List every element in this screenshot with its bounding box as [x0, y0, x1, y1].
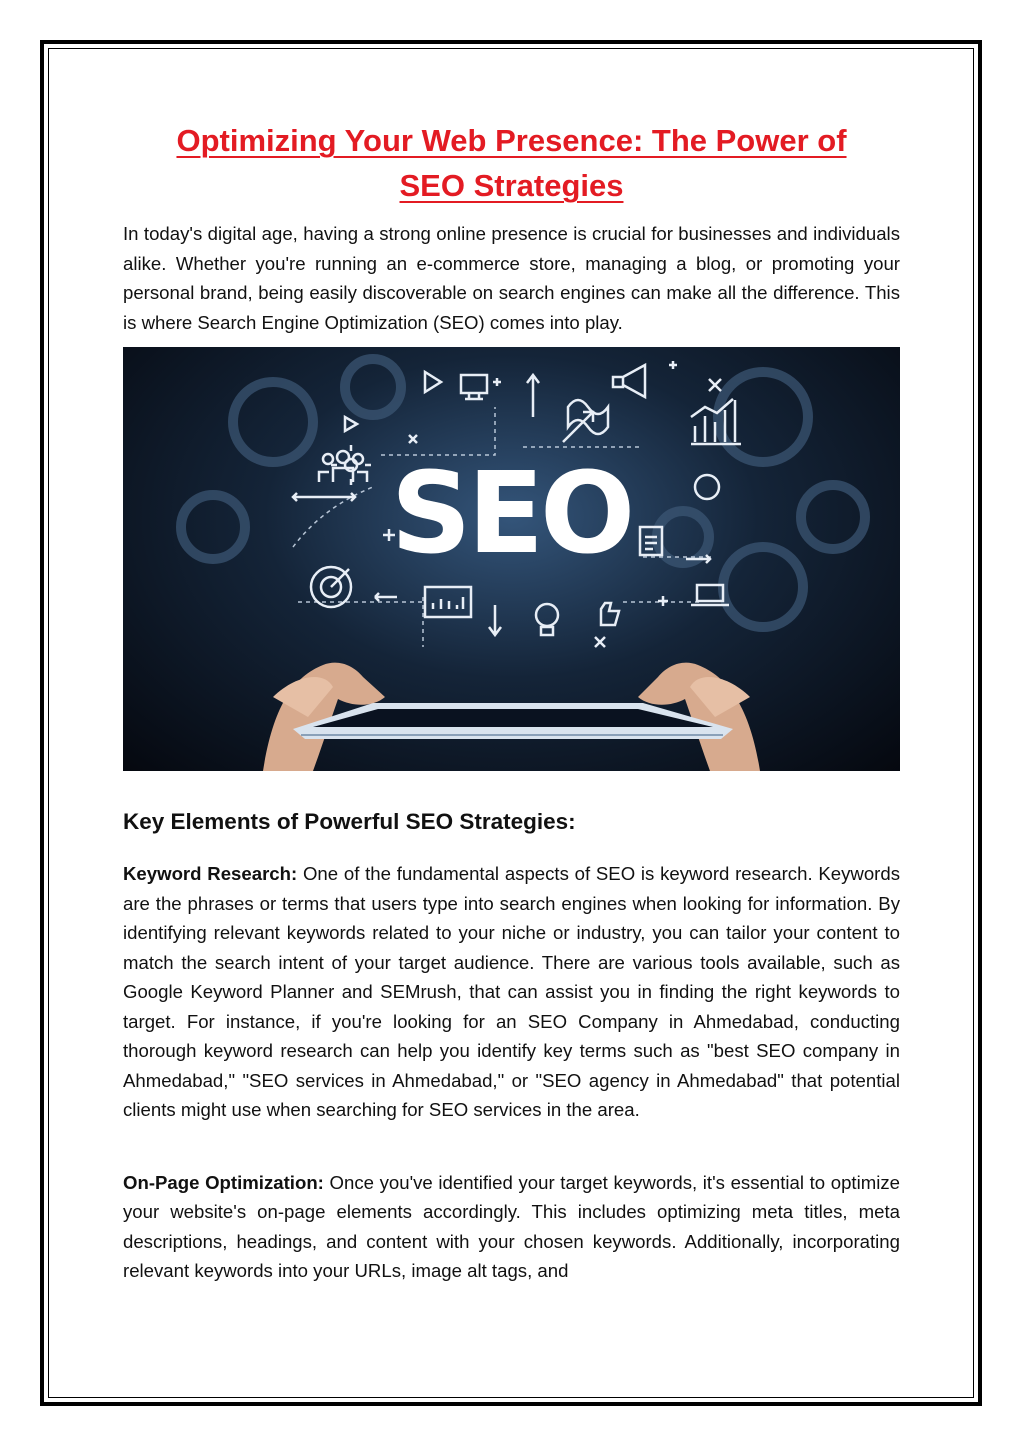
monitor-icon — [461, 375, 487, 393]
paragraph-spacer — [123, 1125, 900, 1168]
lightbulb-icon — [536, 604, 558, 626]
left-arrow-icon — [375, 593, 397, 601]
play-icon — [345, 417, 357, 431]
document-title: Optimizing Your Web Presence: The Power of SEO Strategies — [176, 123, 847, 203]
paragraph-lead: On-Page Optimization: — [123, 1171, 324, 1193]
paragraph-lead: Keyword Research: — [123, 863, 298, 884]
megaphone-icon — [613, 365, 645, 397]
down-arrow-icon — [489, 605, 501, 635]
double-arrow-icon — [293, 493, 355, 501]
close-icon — [709, 379, 721, 391]
close-icon — [595, 637, 605, 647]
close-icon — [409, 435, 417, 443]
document-content — [123, 118, 900, 1286]
team-icon — [337, 451, 349, 463]
search-icon — [695, 475, 719, 499]
paragraph-keyword-research — [123, 859, 900, 1125]
paragraph-on-page-optimization — [123, 1168, 900, 1286]
play-icon — [425, 372, 441, 392]
paragraph-text: One of the fundamental aspects of SEO is keyword research. Keywords are the phrases or terms that users type into search engines when looking for information. By identifying relevant keywords related to your niche or industry, you can tailor your content to match the search intent of your target audience. There are various tools available, such as Google Keyword Planner and SEMrush, that can assist you in finding the right keywords to target. For instance, if you're looking for an SEO Company in Ahmedabad, conducting thorough keyword research can help you identify key terms such as "best SEO company in Ahmedabad," "SEO services in Ahmedabad," or "SEO agency in Ahmedabad" that potential clients might use when searching for SEO services in the area. — [123, 863, 901, 1120]
trend-icon — [691, 399, 733, 417]
plus-icon — [658, 596, 668, 606]
intro-paragraph: In today's digital age, having a strong online presence is crucial for businesses and individuals alike. Whether you're running an e-commerce store, managing a blog, or promoting your personal brand, being easily discoverable on search engines can make all the difference. This is where Search Engine Optimization (SEO) comes into play. — [123, 223, 900, 333]
thumbs-up-icon — [601, 603, 619, 625]
plus-icon — [669, 361, 677, 369]
section-heading: Key Elements of Powerful SEO Strategies: — [123, 809, 576, 834]
up-arrow-icon — [527, 375, 539, 417]
seo-hero-image — [123, 347, 900, 771]
hands-holding-tablet — [263, 663, 760, 771]
seo-hero-text: SEO — [390, 449, 632, 579]
plus-icon — [493, 378, 501, 386]
paragraph-text: Once you've identified your target keywords, it's essential to optimize your website's on-page elements accordingly. This includes optimizing meta titles, meta descriptions, headings, and content with your chosen keywords. Additionally, incorporating relevant keywords into your URLs, image alt tags, and — [123, 1171, 900, 1281]
seo-illustration — [123, 347, 900, 771]
